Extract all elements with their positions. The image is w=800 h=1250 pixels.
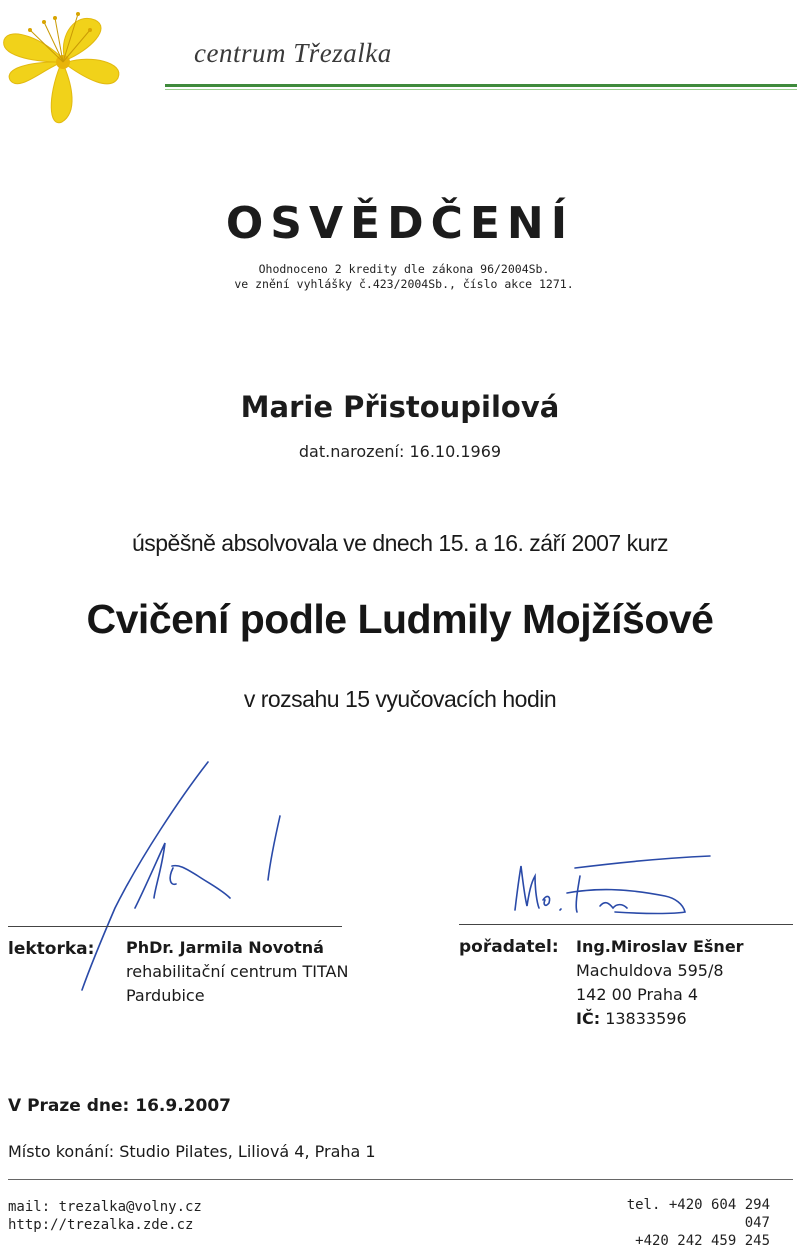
organizer-signature (505, 848, 720, 923)
credits-line-1: Ohodnoceno 2 kredity dle zákona 96/2004Sb. (258, 262, 550, 276)
lecturer-line-2: Pardubice (126, 986, 205, 1005)
lecturer-signature-line (8, 926, 342, 927)
organizer-info (576, 935, 744, 1031)
organizer-name: Ing.Miroslav Ešner (576, 937, 744, 956)
footer-contacts-right (606, 1196, 770, 1250)
header-divider-thin (165, 89, 797, 90)
course-title: Cvičení podle Ludmily Mojžíšové (86, 596, 714, 642)
venue-label: Místo konání: (8, 1142, 115, 1161)
organizer-line-1: Machuldova 595/8 (576, 961, 724, 980)
organizer-id (576, 1007, 744, 1031)
organizer-id-value: 13833596 (605, 1009, 687, 1028)
credits-note (0, 262, 800, 292)
lecturer-label: lektorka: (8, 939, 95, 959)
footer-divider (8, 1179, 793, 1180)
issue-date-value: 16.9.2007 (135, 1096, 231, 1116)
footer-contacts-left (8, 1198, 202, 1234)
lecturer-name: PhDr. Jarmila Novotná (126, 938, 324, 957)
issue-date (8, 1096, 231, 1116)
organizer-signature-line (459, 924, 793, 925)
venue (8, 1142, 376, 1161)
header-divider (165, 84, 797, 87)
venue-value: Studio Pilates, Liliová 4, Praha 1 (119, 1142, 376, 1161)
credits-line-2: ve znění vyhlášky č.423/2004Sb., číslo akce 1271. (234, 277, 574, 291)
completion-text: úspěšně absolvovala ve dnech 15. a 16. září 2007 kurz (131, 530, 669, 556)
organizer-line-2: 142 00 Praha 4 (576, 985, 699, 1004)
lecturer-info (126, 936, 348, 1008)
course-scope: v rozsahu 15 vyučovacích hodin (243, 686, 557, 712)
yellow-flower-icon (0, 0, 130, 130)
logo-text: centrum Třezalka (194, 38, 392, 68)
footer-tel-1: tel. +420 604 294 047 (626, 1197, 770, 1231)
organizer-label: pořadatel: (459, 937, 559, 957)
lecturer-line-1: rehabilitační centrum TITAN (126, 962, 349, 981)
birth-date: dat.narození: 16.10.1969 (298, 442, 502, 461)
footer-mail: mail: trezalka@volny.cz (8, 1199, 202, 1215)
issue-date-label: V Praze dne: (8, 1096, 130, 1116)
footer-web: http://trezalka.zde.cz (8, 1217, 194, 1233)
certificate-title: OSVĚDČENÍ (225, 198, 575, 249)
participant-name: Marie Přistoupilová (240, 390, 560, 424)
organizer-id-label: IČ: (576, 1009, 601, 1028)
footer-tel-2: +420 242 459 245 (635, 1233, 770, 1249)
